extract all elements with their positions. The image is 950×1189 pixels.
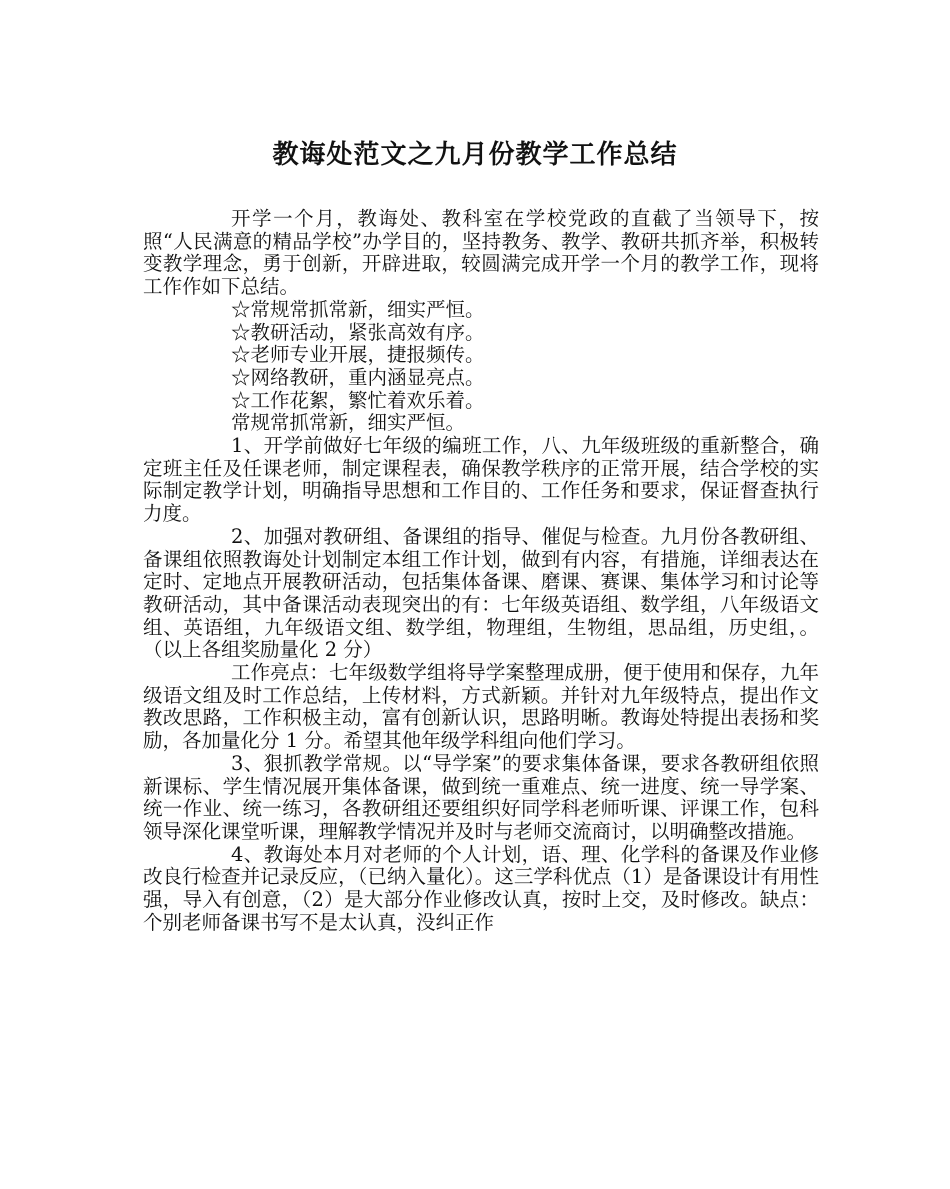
body-paragraph: 2、加强对教研组、备课组的指导、催促与检查。九月份各教研组、备课组依照教诲处计划制定本组工作计划，做到有内容，有措施，详细表达在定时、定地点开展教研活动，包括集体备课、磨课、赛课、集体学习和讨论等教研活动，其中备课活动表现突出的有：七年级英语组、数学组，八年级语文组、英语组，九年级语文组、数学组，物理组，生物组，思品组，历史组，。（以上各组奖励量化 2 分） xyxy=(143,524,819,662)
outline-item: ☆老师专业开展，捷报频传。 xyxy=(231,343,485,367)
outline-item: ☆网络教研，重内涵显亮点。 xyxy=(231,365,485,389)
document-title: 教诲处范文之九月份教学工作总结 xyxy=(272,140,678,170)
section-heading: 常规常抓常新，细实严恒。 xyxy=(231,411,466,435)
intro-paragraph: 开学一个月，教诲处、教科室在学校党政的直截了当领导下，按照“人民满意的精品学校”办学目的，坚持教务、教学、教研共抓齐举，积极转变教学理念，勇于创新，开辟进取，较圆满完成开学一个月的教学工作，现将工作作如下总结。 xyxy=(143,207,819,299)
body-paragraph: 工作亮点：七年级数学组将导学案整理成册，便于使用和保存，九年级语文组及时工作总结，上传材料，方式新颖。并针对九年级特点，提出作文教改思路，工作积极主动，富有创新认识，思路明晰。教诲处特提出表扬和奖励，各加量化分 1 分。希望其他年级学科组向他们学习。 xyxy=(143,661,819,753)
outline-item: ☆教研活动，紧张高效有序。 xyxy=(231,320,485,344)
body-paragraph: 4、教诲处本月对老师的个人计划，语、理、化学科的备课及作业修改良行检查并记录反应，（已纳入量化）。这三学科优点（1）是备课设计有用性强，导入有创意，（2）是大部分作业修改认真，按时上交，及时修改。缺点：个别老师备课书写不是太认真，没纠正作 xyxy=(143,842,819,934)
outline-item: ☆工作花絮，繁忙着欢乐着。 xyxy=(231,388,485,412)
outline-item: ☆常规常抓常新，细实严恒。 xyxy=(231,297,485,321)
body-paragraph: 3、狠抓教学常规。以“导学案”的要求集体备课，要求各教研组依照新课标、学生情况展开集体备课，做到统一重难点、统一进度、统一导学案、统一作业、统一练习，各教研组还要组织好同学科老师听课、评课工作，包科领导深化课堂听课，理解教学情况并及时与老师交流商讨，以明确整改措施。 xyxy=(143,751,819,843)
document-body xyxy=(143,208,819,935)
body-paragraph: 1、开学前做好七年级的编班工作，八、九年级班级的重新整合，确定班主任及任课老师，制定课程表，确保教学秩序的正常开展，结合学校的实际制定教学计划，明确指导思想和工作目的、工作任务和要求，保证督查执行力度。 xyxy=(143,434,819,526)
